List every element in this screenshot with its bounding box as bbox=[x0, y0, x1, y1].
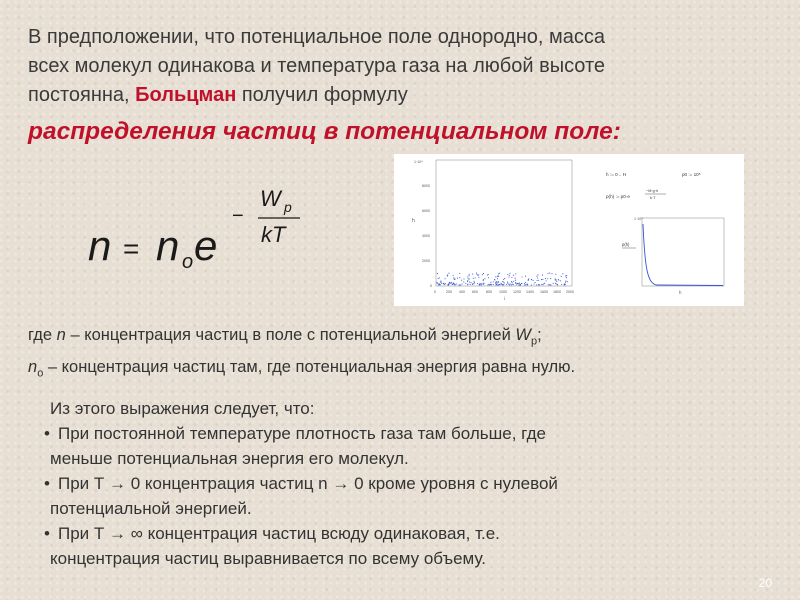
intro-line-2: всех молекул одинакова и температура газа на любой высоте bbox=[28, 55, 606, 77]
scatter-point bbox=[498, 282, 499, 283]
scatter-point bbox=[483, 284, 484, 285]
scatter-point bbox=[548, 284, 549, 285]
definitions bbox=[28, 322, 575, 387]
scatter-point bbox=[549, 273, 550, 274]
scatter-point bbox=[512, 284, 513, 285]
scatter-point bbox=[510, 283, 511, 284]
formula-equals: = bbox=[123, 233, 140, 264]
scatter-point bbox=[460, 284, 461, 285]
scatter-point bbox=[503, 279, 504, 280]
section-heading: распределения частиц в потенциальном поле: bbox=[28, 118, 621, 145]
scatter-point bbox=[537, 277, 538, 278]
scatter-point bbox=[513, 275, 514, 276]
formula-e: e bbox=[194, 222, 218, 269]
scatter-point bbox=[467, 276, 468, 277]
left-xtick-4: 800 bbox=[486, 290, 492, 294]
scatter-point bbox=[541, 279, 542, 280]
scatter-point bbox=[518, 284, 519, 285]
scatter-point bbox=[519, 283, 520, 284]
right-plot-frame bbox=[642, 218, 724, 286]
scatter-point bbox=[551, 273, 552, 274]
intro-line-3-post: получил формулу bbox=[236, 84, 408, 106]
scatter-point bbox=[441, 283, 442, 284]
scatter-point bbox=[469, 282, 470, 283]
scatter-point bbox=[459, 277, 460, 278]
scatter-point bbox=[445, 283, 446, 284]
scatter-point bbox=[543, 283, 544, 284]
scatter-point bbox=[537, 274, 538, 275]
scatter-point bbox=[557, 284, 558, 285]
scatter-point bbox=[522, 276, 523, 277]
scatter-point bbox=[490, 284, 491, 285]
scatter-point bbox=[450, 282, 451, 283]
scatter-point bbox=[524, 284, 525, 285]
scatter-point bbox=[527, 284, 528, 285]
scatter-point bbox=[509, 273, 510, 274]
scatter-point bbox=[472, 283, 473, 284]
scatter-point bbox=[445, 278, 446, 279]
right-plot-xlabel: h bbox=[679, 290, 682, 295]
scatter-point bbox=[476, 274, 477, 275]
scatter-point bbox=[454, 279, 455, 280]
left-ytick-5: 0 bbox=[430, 284, 432, 288]
scatter-point bbox=[447, 274, 448, 275]
conclusions-lead: Из этого выражения следует, что: bbox=[50, 399, 315, 418]
scatter-point bbox=[470, 282, 471, 283]
scatter-point bbox=[561, 284, 562, 285]
intro-line-1: В предположении, что потенциальное поле однородно, масса bbox=[28, 26, 605, 48]
scatter-point bbox=[454, 283, 455, 284]
left-plot-frame bbox=[436, 160, 572, 286]
scatter-point bbox=[507, 274, 508, 275]
definition-n0 bbox=[28, 354, 575, 386]
scatter-point bbox=[478, 277, 479, 278]
scatter-point bbox=[556, 279, 557, 280]
scatter-point bbox=[562, 273, 563, 274]
scatter-point bbox=[469, 279, 470, 280]
intro-line-3 bbox=[28, 81, 768, 110]
scatter-point bbox=[467, 281, 468, 282]
scatter-point bbox=[565, 280, 566, 281]
scatter-point bbox=[483, 280, 484, 281]
scatter-point bbox=[515, 280, 516, 281]
scatter-point bbox=[498, 276, 499, 277]
definition-n-text: – концентрация частиц в поле с потенциальной энергией bbox=[65, 326, 516, 344]
scatter-point bbox=[483, 283, 484, 284]
bullet-icon: • bbox=[44, 474, 50, 493]
scatter-point bbox=[547, 278, 548, 279]
scatter-point bbox=[437, 283, 438, 284]
scatter-point bbox=[480, 283, 481, 284]
right-plot-decay-curve bbox=[643, 224, 723, 286]
formula-exponent-minus: − bbox=[232, 205, 244, 227]
scatter-point bbox=[555, 279, 556, 280]
scatter-point bbox=[538, 280, 539, 281]
scatter-point bbox=[498, 273, 499, 274]
scatter-point bbox=[536, 276, 537, 277]
scatter-point bbox=[437, 273, 438, 274]
scatter-point bbox=[555, 274, 556, 275]
scatter-point bbox=[479, 284, 480, 285]
scatter-point bbox=[533, 280, 534, 281]
scatter-point bbox=[511, 277, 512, 278]
scatter-point bbox=[550, 284, 551, 285]
scatter-point bbox=[496, 281, 497, 282]
scatter-point bbox=[534, 283, 535, 284]
scatter-point bbox=[507, 283, 508, 284]
eq-barometric: p(h) := p0·e bbox=[606, 194, 630, 199]
left-ytick-0: 1·10⁴ bbox=[414, 160, 423, 164]
scatter-point bbox=[560, 280, 561, 281]
intro-line-3-pre: постоянна, bbox=[28, 84, 136, 106]
scatter-point bbox=[468, 278, 469, 279]
scatter-point bbox=[474, 282, 475, 283]
left-plot-ylabel: h bbox=[412, 218, 415, 224]
conclusions bbox=[44, 396, 744, 571]
formula-n0-subscript: o bbox=[182, 251, 194, 273]
scatter-point bbox=[487, 284, 488, 285]
scatter-point bbox=[555, 283, 556, 284]
scatter-point bbox=[528, 280, 529, 281]
scatter-point bbox=[468, 275, 469, 276]
scatter-point bbox=[549, 284, 550, 285]
left-xtick-3: 600 bbox=[472, 290, 478, 294]
scatter-point bbox=[561, 276, 562, 277]
scatter-point bbox=[463, 278, 464, 279]
scatter-point bbox=[452, 283, 453, 284]
scatter-point bbox=[550, 278, 551, 279]
scatter-point bbox=[478, 274, 479, 275]
scatter-point bbox=[566, 275, 567, 276]
conclusion-item-2 bbox=[44, 471, 744, 496]
scatter-point bbox=[484, 278, 485, 279]
conclusion-item-1 bbox=[44, 421, 744, 446]
scatter-point bbox=[542, 279, 543, 280]
scatter-point bbox=[499, 273, 500, 274]
left-ytick-1: 8000 bbox=[422, 184, 430, 188]
eq-exponent-den: k·T bbox=[650, 196, 656, 200]
bullet-icon: • bbox=[44, 424, 50, 443]
scatter-point bbox=[439, 277, 440, 278]
scatter-point bbox=[497, 276, 498, 277]
scatter-point bbox=[566, 277, 567, 278]
scatter-point bbox=[521, 283, 522, 284]
scatter-point bbox=[506, 284, 507, 285]
conclusion-2-line-2: потенциальной энергией. bbox=[50, 499, 252, 518]
formula-numerator-W: W bbox=[260, 186, 281, 211]
conclusion-3-line-2: концентрация частиц выравнивается по всему объему. bbox=[50, 549, 486, 568]
left-ytick-4: 2000 bbox=[422, 259, 430, 263]
scatter-point bbox=[517, 283, 518, 284]
scatter-point bbox=[535, 282, 536, 283]
conclusion-2-line-1: При Т → 0 концентрация частиц n → 0 кроме уровня с нулевой bbox=[58, 474, 558, 493]
scatter-point bbox=[497, 282, 498, 283]
scatter-point bbox=[511, 281, 512, 282]
scatter-point bbox=[542, 275, 543, 276]
conclusion-3-line-1: При Т → ∞ концентрация частиц всюду одинаковая, т.е. bbox=[58, 524, 500, 543]
scatter-point bbox=[504, 282, 505, 283]
scatter-point bbox=[463, 282, 464, 283]
definition-n-symbol: n bbox=[56, 326, 66, 344]
scatter-point bbox=[545, 278, 546, 279]
boltzmann-name: Больцман bbox=[135, 84, 237, 106]
conclusion-item-3 bbox=[44, 521, 744, 546]
left-ytick-3: 4000 bbox=[422, 234, 430, 238]
scatter-point bbox=[525, 276, 526, 277]
distribution-figure bbox=[394, 154, 744, 306]
scatter-point bbox=[537, 280, 538, 281]
scatter-point bbox=[494, 279, 495, 280]
scatter-point bbox=[436, 282, 437, 283]
scatter-point bbox=[444, 284, 445, 285]
scatter-point bbox=[565, 282, 566, 283]
scatter-point bbox=[481, 283, 482, 284]
scatter-point bbox=[457, 278, 458, 279]
scatter-point bbox=[461, 280, 462, 281]
scatter-point bbox=[538, 284, 539, 285]
scatter-point bbox=[490, 282, 491, 283]
scatter-point bbox=[502, 284, 503, 285]
scatter-point bbox=[447, 275, 448, 276]
scatter-point bbox=[493, 281, 494, 282]
formula-denominator: kT bbox=[261, 222, 286, 247]
scatter-point bbox=[542, 284, 543, 285]
definition-n0-symbol: n bbox=[28, 358, 38, 377]
scatter-point bbox=[491, 284, 492, 285]
right-plot-ytick-top: 1·10⁵ bbox=[634, 217, 643, 221]
scatter-point bbox=[496, 284, 497, 285]
scatter-point bbox=[461, 284, 462, 285]
scatter-point bbox=[509, 275, 510, 276]
definition-Wp-symbol: W bbox=[515, 326, 531, 344]
scatter-point bbox=[453, 275, 454, 276]
scatter-point bbox=[495, 276, 496, 277]
scatter-point bbox=[556, 281, 557, 282]
scatter-point bbox=[487, 274, 488, 275]
scatter-point bbox=[513, 284, 514, 285]
scatter-point bbox=[473, 283, 474, 284]
scatter-point bbox=[472, 274, 473, 275]
eq-p0: p0 := 10⁵ bbox=[682, 172, 701, 177]
scatter-point bbox=[453, 277, 454, 278]
scatter-point bbox=[473, 278, 474, 279]
scatter-point bbox=[465, 283, 466, 284]
left-plot-scatter bbox=[436, 272, 567, 285]
scatter-point bbox=[507, 282, 508, 283]
definition-Wp-subscript: p bbox=[530, 335, 538, 348]
left-plot-xlabel: i bbox=[504, 296, 505, 301]
scatter-point bbox=[488, 277, 489, 278]
scatter-point bbox=[541, 284, 542, 285]
scatter-point bbox=[447, 284, 448, 285]
scatter-point bbox=[477, 283, 478, 284]
conclusion-1-line-2: меньше потенциальная энергия его молекул. bbox=[50, 449, 409, 468]
scatter-point bbox=[449, 282, 450, 283]
scatter-point bbox=[470, 284, 471, 285]
scatter-point bbox=[454, 284, 455, 285]
scatter-point bbox=[459, 273, 460, 274]
left-xtick-10: 2000 bbox=[566, 290, 574, 294]
scatter-point bbox=[482, 274, 483, 275]
scatter-point bbox=[493, 284, 494, 285]
scatter-point bbox=[511, 284, 512, 285]
left-ytick-2: 6000 bbox=[422, 209, 430, 213]
scatter-point bbox=[567, 281, 568, 282]
intro-text bbox=[28, 23, 768, 110]
scatter-point bbox=[504, 278, 505, 279]
left-xtick-2: 400 bbox=[459, 290, 465, 294]
scatter-point bbox=[555, 280, 556, 281]
definition-n-end: ; bbox=[537, 326, 542, 344]
left-xtick-9: 1800 bbox=[553, 290, 561, 294]
formula-numerator-sub: p bbox=[284, 199, 292, 215]
scatter-point bbox=[531, 279, 532, 280]
slide-number: 20 bbox=[758, 576, 772, 590]
scatter-point bbox=[469, 274, 470, 275]
right-plot-ylabel: p(h) bbox=[622, 242, 630, 247]
scatter-point bbox=[503, 281, 504, 282]
scatter-point bbox=[531, 284, 532, 285]
scatter-point bbox=[525, 282, 526, 283]
scatter-point bbox=[516, 284, 517, 285]
scatter-point bbox=[448, 273, 449, 274]
scatter-point bbox=[509, 284, 510, 285]
conclusion-1-line-1: При постоянной температуре плотность газа там больше, где bbox=[58, 424, 546, 443]
scatter-point bbox=[524, 283, 525, 284]
scatter-point bbox=[536, 284, 537, 285]
scatter-point bbox=[497, 284, 498, 285]
eq-exponent-num: −M·g·h bbox=[646, 189, 659, 193]
scatter-point bbox=[528, 279, 529, 280]
scatter-point bbox=[553, 283, 554, 284]
scatter-point bbox=[515, 282, 516, 283]
scatter-point bbox=[499, 284, 500, 285]
boltzmann-formula bbox=[88, 180, 308, 280]
scatter-point bbox=[483, 273, 484, 274]
scatter-point bbox=[475, 277, 476, 278]
scatter-point bbox=[520, 284, 521, 285]
bullet-icon: • bbox=[44, 524, 50, 543]
scatter-point bbox=[473, 281, 474, 282]
scatter-point bbox=[481, 284, 482, 285]
scatter-point bbox=[498, 284, 499, 285]
scatter-point bbox=[495, 283, 496, 284]
definition-n0-text: – концентрация частиц там, где потенциальная энергия равна нулю. bbox=[43, 358, 576, 377]
scatter-point bbox=[438, 284, 439, 285]
scatter-point bbox=[484, 283, 485, 284]
scatter-point bbox=[459, 284, 460, 285]
scatter-point bbox=[564, 284, 565, 285]
left-xtick-5: 1000 bbox=[499, 290, 507, 294]
left-xtick-7: 1400 bbox=[526, 290, 534, 294]
eq-h-range: h := 0 .. H bbox=[606, 172, 627, 177]
scatter-point bbox=[501, 284, 502, 285]
definition-n0-subscript: o bbox=[37, 367, 44, 380]
scatter-point bbox=[497, 278, 498, 279]
left-xtick-6: 1200 bbox=[513, 290, 521, 294]
scatter-point bbox=[440, 281, 441, 282]
scatter-point bbox=[513, 281, 514, 282]
scatter-point bbox=[558, 279, 559, 280]
definition-n bbox=[28, 322, 575, 354]
scatter-point bbox=[547, 273, 548, 274]
formula-n0: n bbox=[156, 222, 180, 269]
scatter-point bbox=[467, 284, 468, 285]
definition-n-prefix: где bbox=[28, 326, 57, 344]
scatter-point bbox=[508, 276, 509, 277]
scatter-point bbox=[515, 273, 516, 274]
left-xtick-1: 200 bbox=[446, 290, 452, 294]
scatter-point bbox=[453, 283, 454, 284]
left-xtick-8: 1600 bbox=[540, 290, 548, 294]
scatter-point bbox=[488, 284, 489, 285]
formula-n: n bbox=[88, 222, 112, 269]
scatter-point bbox=[438, 278, 439, 279]
scatter-point bbox=[483, 279, 484, 280]
scatter-point bbox=[476, 272, 477, 273]
scatter-point bbox=[546, 280, 547, 281]
scatter-point bbox=[456, 283, 457, 284]
scatter-point bbox=[515, 278, 516, 279]
left-xtick-0: 0 bbox=[434, 290, 436, 294]
